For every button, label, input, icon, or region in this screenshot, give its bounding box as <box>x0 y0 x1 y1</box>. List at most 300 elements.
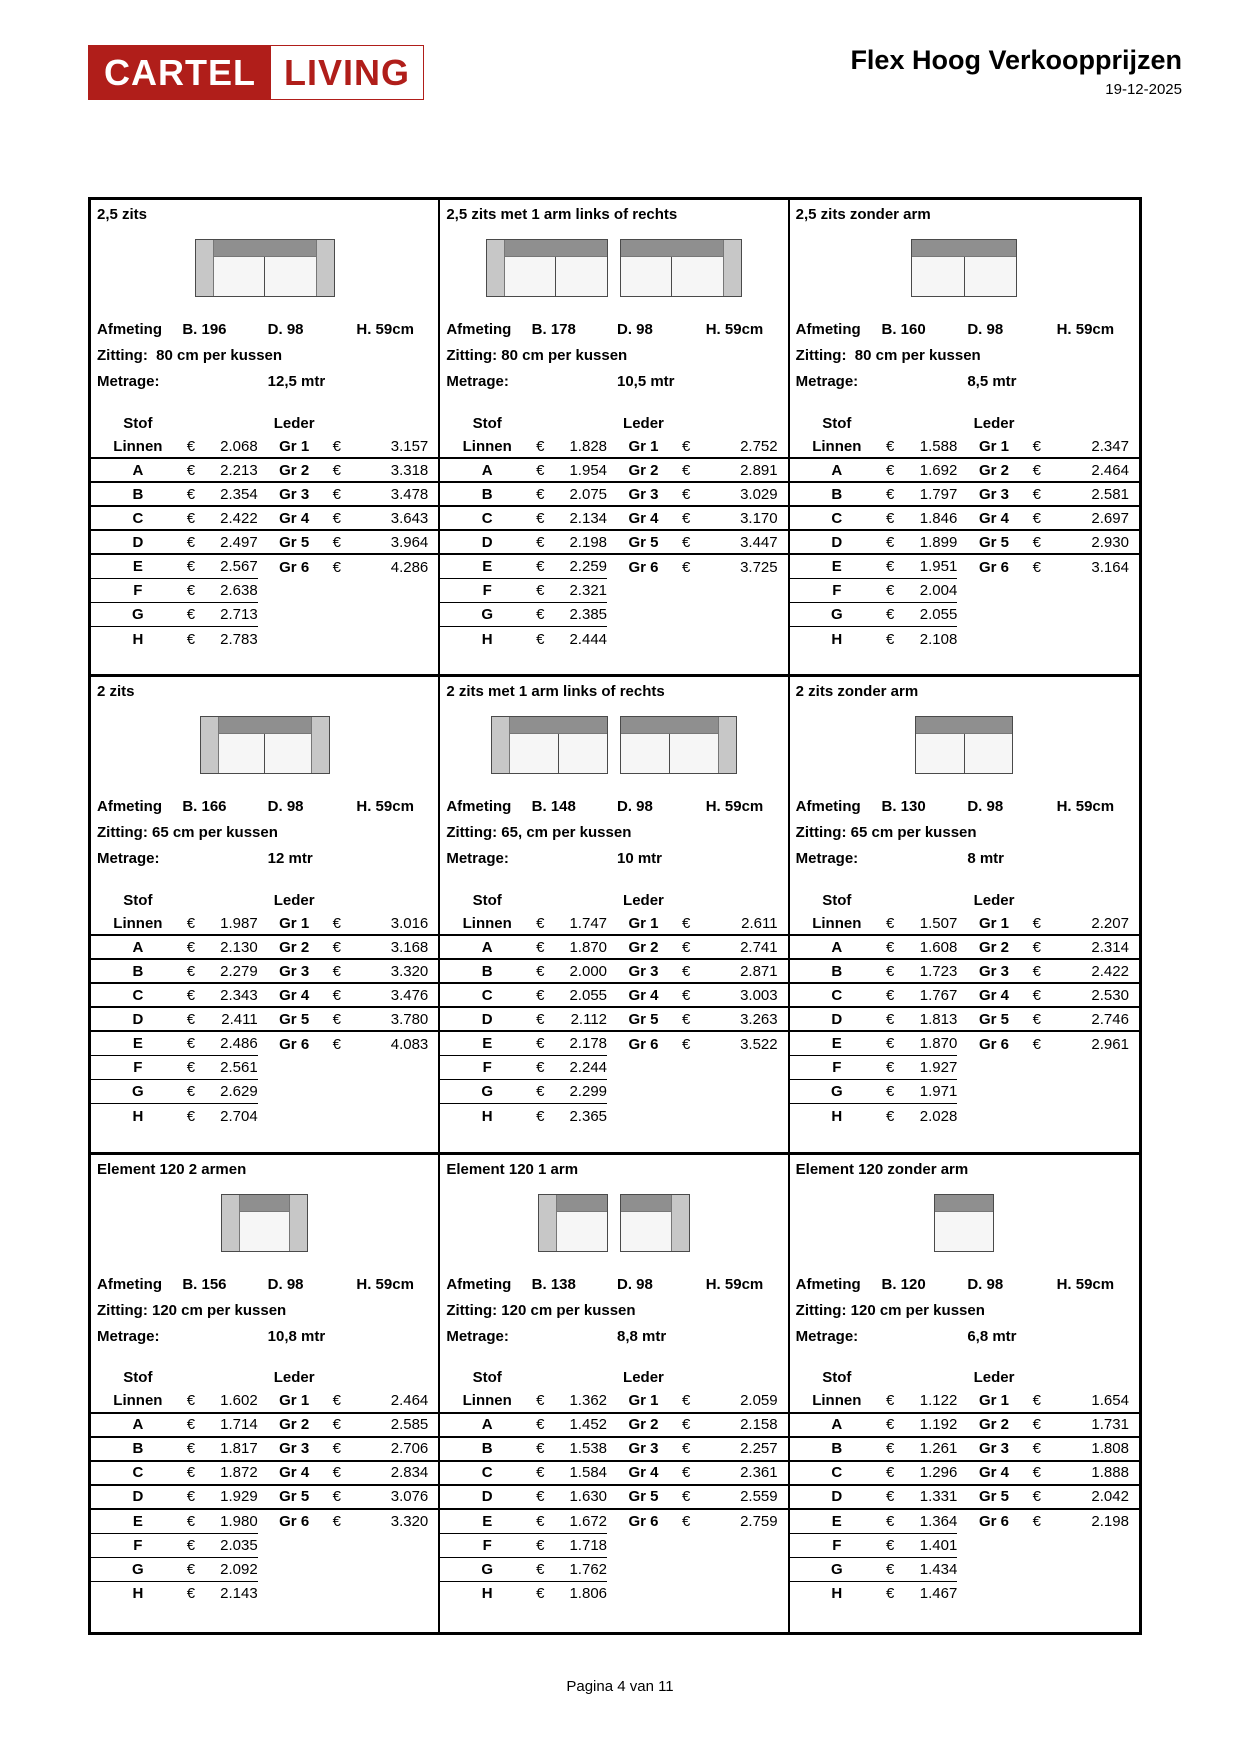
seat-size-line: Zitting: 65 cm per kussen <box>795 824 977 842</box>
euro-sign: € <box>331 984 362 1008</box>
dimensions-row <box>97 794 438 820</box>
leder-row-label: Gr 6 <box>628 558 659 576</box>
stof-price: 2.134 <box>562 507 607 531</box>
empty-cell <box>957 1558 1030 1582</box>
cartel-living-logo <box>88 45 424 100</box>
stof-row-label: E <box>440 1032 534 1056</box>
empty-cell <box>680 1558 711 1582</box>
stof-row-label: H <box>132 630 144 648</box>
metrage-value: 10,8 mtr <box>267 1327 326 1345</box>
euro-sign: € <box>885 630 895 648</box>
empty-cell <box>1031 603 1062 627</box>
euro-sign: € <box>185 912 213 936</box>
euro-sign: € <box>884 1414 912 1438</box>
depth-value: D. 98 <box>967 321 1004 338</box>
empty-cell <box>331 1582 362 1606</box>
euro-sign: € <box>185 459 213 483</box>
empty-cell <box>680 1056 711 1080</box>
euro-sign: € <box>884 1462 912 1486</box>
leder-price: 2.706 <box>362 1438 438 1462</box>
empty-cell <box>711 1080 787 1104</box>
sofa-backrest <box>214 240 316 257</box>
dimensions-row <box>446 1272 787 1298</box>
sofa-seats <box>240 1212 289 1251</box>
empty-cell <box>957 1056 1030 1080</box>
stof-price: 1.870 <box>912 1032 957 1056</box>
price-table-header <box>790 411 1139 435</box>
sofa-body <box>219 717 311 773</box>
stof-price: 2.075 <box>562 483 607 507</box>
leder-row-label: Gr 3 <box>258 1438 331 1462</box>
euro-sign: € <box>185 1534 213 1558</box>
stof-row-label: Linnen <box>91 1390 185 1414</box>
euro-sign: € <box>884 1510 912 1534</box>
leder-row-label: Gr 5 <box>607 1486 680 1510</box>
empty-cell <box>711 1056 787 1080</box>
leder-price: 2.585 <box>362 1414 438 1438</box>
euro-sign: € <box>680 960 711 984</box>
afmeting-label: Afmeting <box>446 1275 512 1293</box>
empty-cell <box>711 1534 787 1558</box>
stof-row-label: C <box>91 1462 185 1486</box>
leder-row-label: Gr 5 <box>607 531 680 555</box>
price-table <box>91 1390 438 1606</box>
panel-info <box>790 1272 1139 1350</box>
stof-row-label: D <box>440 531 534 555</box>
height-value: H. 59cm <box>1056 321 1115 338</box>
stof-row-label: F <box>790 1534 884 1558</box>
euro-sign: € <box>534 1534 562 1558</box>
euro-sign: € <box>331 912 362 936</box>
leder-price: 2.930 <box>1062 531 1139 555</box>
panel-info <box>91 1272 438 1350</box>
dimensions-row <box>97 1272 438 1298</box>
stof-price: 2.411 <box>213 1008 258 1032</box>
stof-row-label: G <box>91 1558 185 1582</box>
euro-sign: € <box>681 558 691 576</box>
euro-sign: € <box>332 1513 341 1531</box>
sofa-body <box>935 1195 993 1251</box>
sofa-arm <box>492 717 510 773</box>
leder-price: 2.361 <box>711 1462 787 1486</box>
leder-price: 4.286 <box>390 558 429 576</box>
stof-price: 1.927 <box>912 1056 957 1080</box>
sofa-body <box>557 1195 607 1251</box>
depth-value: D. 98 <box>267 1275 304 1293</box>
stof-price: 1.813 <box>912 1008 957 1032</box>
panel-title: Element 120 zonder arm <box>795 1160 969 1178</box>
euro-sign: € <box>680 912 711 936</box>
empty-cell <box>1031 1104 1062 1128</box>
sofa-diagram <box>790 716 1139 774</box>
sofa-seat-cushion <box>621 734 669 773</box>
euro-sign: € <box>885 1585 895 1603</box>
height-value: H. 59cm <box>356 321 414 338</box>
height-value: H. 59cm <box>705 798 764 816</box>
leder-column-header: Leder <box>273 414 315 432</box>
euro-sign: € <box>534 1080 562 1104</box>
leder-row-label: Gr 4 <box>258 984 331 1008</box>
leder-price: 3.318 <box>362 459 438 483</box>
empty-cell <box>711 1104 787 1128</box>
width-value: B. 160 <box>881 321 926 338</box>
sofa-shape <box>195 239 335 297</box>
euro-sign: € <box>185 936 213 960</box>
euro-sign: € <box>185 579 213 603</box>
euro-sign: € <box>680 936 711 960</box>
euro-sign: € <box>1031 912 1062 936</box>
euro-sign: € <box>884 531 912 555</box>
euro-sign: € <box>680 459 711 483</box>
stof-row-label: C <box>440 1462 534 1486</box>
stof-row-label: F <box>790 1056 884 1080</box>
leder-price: 3.029 <box>711 483 787 507</box>
empty-cell <box>607 1534 680 1558</box>
euro-sign: € <box>1032 1513 1042 1531</box>
empty-cell <box>1062 627 1139 651</box>
leder-row-label: Gr 1 <box>957 1390 1030 1414</box>
leder-price: 3.478 <box>362 483 438 507</box>
stof-price: 1.401 <box>912 1534 957 1558</box>
euro-sign: € <box>680 1462 711 1486</box>
stof-price: 1.806 <box>569 1585 608 1603</box>
euro-sign: € <box>885 1107 895 1125</box>
stof-row-label: G <box>440 603 534 627</box>
sofa-shape <box>915 716 1013 774</box>
metrage-label: Metrage: <box>97 850 160 868</box>
stof-column-header: Stof <box>822 1369 852 1387</box>
euro-sign: € <box>186 1107 196 1125</box>
stof-row-label: D <box>91 1008 185 1032</box>
euro-sign: € <box>185 1008 213 1032</box>
sofa-seat-cushion <box>935 1212 993 1251</box>
empty-cell <box>362 1558 438 1582</box>
sofa-backrest <box>240 1195 289 1212</box>
page-header <box>88 45 1182 100</box>
stof-price: 1.872 <box>213 1462 258 1486</box>
depth-value: D. 98 <box>267 321 304 338</box>
euro-sign: € <box>884 1032 912 1056</box>
product-panel <box>440 677 789 1154</box>
euro-sign: € <box>884 1534 912 1558</box>
leder-row-label: Gr 5 <box>957 1008 1030 1032</box>
metrage-row <box>97 846 438 872</box>
stof-row-label: Linnen <box>440 435 534 459</box>
width-value: B. 148 <box>531 798 576 816</box>
sofa-seat-cushion <box>510 734 558 773</box>
euro-sign: € <box>1031 1414 1062 1438</box>
metrage-value: 8 mtr <box>967 850 1004 868</box>
stof-price: 1.364 <box>912 1510 957 1534</box>
empty-cell <box>1062 603 1139 627</box>
afmeting-label: Afmeting <box>446 798 512 816</box>
stof-row-label: F <box>440 1056 534 1080</box>
euro-sign: € <box>186 1585 196 1603</box>
sofa-seat-cushion <box>621 257 672 296</box>
leder-row-label: Gr 2 <box>957 936 1030 960</box>
leder-price: 2.059 <box>711 1390 787 1414</box>
euro-sign: € <box>884 1558 912 1582</box>
metrage-label: Metrage: <box>97 373 160 390</box>
empty-cell <box>957 1080 1030 1104</box>
euro-sign: € <box>1031 1390 1062 1414</box>
panel-info <box>790 794 1139 872</box>
sofa-body <box>621 240 723 296</box>
empty-cell <box>258 1534 331 1558</box>
stof-price: 2.561 <box>213 1056 258 1080</box>
empty-cell <box>711 1558 787 1582</box>
seat-size-line: Zitting: 65, cm per kussen <box>446 824 632 842</box>
panel-info <box>440 1272 787 1350</box>
sofa-seat-cushion <box>505 257 556 296</box>
euro-sign: € <box>1031 531 1062 555</box>
sofa-seat-cushion <box>916 734 964 773</box>
leder-price: 3.168 <box>362 936 438 960</box>
stof-price: 1.747 <box>562 912 607 936</box>
depth-value: D. 98 <box>967 1275 1004 1293</box>
sofa-seat-cushion <box>219 734 265 773</box>
product-panel <box>790 677 1139 1154</box>
sofa-seats <box>557 1212 607 1251</box>
euro-sign: € <box>332 558 341 576</box>
leder-column-header: Leder <box>973 414 1015 432</box>
euro-sign: € <box>680 507 711 531</box>
euro-sign: € <box>331 435 362 459</box>
leder-row-label: Gr 3 <box>957 1438 1030 1462</box>
sofa-seat-cushion <box>964 257 1017 296</box>
empty-cell <box>680 1104 711 1128</box>
leder-price: 1.808 <box>1062 1438 1139 1462</box>
empty-cell <box>362 603 438 627</box>
stof-price: 2.130 <box>213 936 258 960</box>
sofa-seat-cushion <box>557 1212 607 1251</box>
price-table <box>790 1390 1139 1606</box>
stof-price: 1.602 <box>213 1390 258 1414</box>
sofa-seats <box>916 734 1012 773</box>
sofa-seat-cushion <box>621 1212 671 1251</box>
price-table-header <box>790 888 1139 912</box>
stof-price: 1.434 <box>912 1558 957 1582</box>
leder-row-label: Gr 4 <box>607 984 680 1008</box>
stof-price: 1.507 <box>912 912 957 936</box>
euro-sign: € <box>884 603 912 627</box>
leder-row-label: Gr 3 <box>607 483 680 507</box>
stof-price: 1.951 <box>912 555 957 579</box>
leder-price: 2.834 <box>362 1462 438 1486</box>
leder-row-label: Gr 6 <box>279 1513 310 1531</box>
euro-sign: € <box>536 630 545 648</box>
stof-price: 2.629 <box>213 1080 258 1104</box>
sofa-seat-cushion <box>669 734 718 773</box>
depth-value: D. 98 <box>616 321 653 338</box>
euro-sign: € <box>331 459 362 483</box>
euro-sign: € <box>680 984 711 1008</box>
metrage-row <box>796 1324 1139 1350</box>
sofa-body <box>621 717 718 773</box>
euro-sign: € <box>534 555 562 579</box>
sofa-backrest <box>557 1195 607 1212</box>
sofa-seat-cushion <box>671 257 723 296</box>
euro-sign: € <box>185 1558 213 1582</box>
sofa-shape <box>486 239 608 297</box>
stof-price: 1.331 <box>912 1486 957 1510</box>
width-value: B. 196 <box>182 321 227 338</box>
sofa-seat-cushion <box>555 257 607 296</box>
stof-row-label: E <box>790 555 884 579</box>
stof-row-label: B <box>790 1438 884 1462</box>
stof-row-label: E <box>91 1510 185 1534</box>
price-table <box>440 435 787 651</box>
euro-sign: € <box>534 1438 562 1462</box>
stof-row-label: G <box>91 603 185 627</box>
leder-row-label: Gr 4 <box>258 1462 331 1486</box>
seat-size-line: Zitting: 80 cm per kussen <box>446 347 628 364</box>
metrage-row <box>446 369 787 395</box>
stof-column-header: Stof <box>123 1369 153 1387</box>
price-table <box>91 435 438 651</box>
stof-row-label: C <box>790 507 884 531</box>
metrage-label: Metrage: <box>446 1327 509 1345</box>
euro-sign: € <box>185 1056 213 1080</box>
empty-cell <box>680 1582 711 1606</box>
metrage-label: Metrage: <box>795 1327 859 1345</box>
euro-sign: € <box>534 435 562 459</box>
sofa-backrest <box>621 240 723 257</box>
sofa-shape <box>538 1194 608 1252</box>
euro-sign: € <box>534 531 562 555</box>
leder-row-label: Gr 5 <box>258 1008 331 1032</box>
sofa-seat-cushion <box>912 257 964 296</box>
stof-price: 1.980 <box>213 1510 258 1534</box>
panel-title: 2 zits zonder arm <box>795 683 919 701</box>
stof-price: 1.723 <box>912 960 957 984</box>
sofa-arm <box>718 717 736 773</box>
empty-cell <box>362 1104 438 1128</box>
sofa-shape <box>911 239 1017 297</box>
seat-size-line: Zitting: 120 cm per kussen <box>795 1301 985 1319</box>
empty-cell <box>331 1104 362 1128</box>
leder-row-label: Gr 1 <box>957 435 1030 459</box>
metrage-row <box>796 369 1139 395</box>
product-panel <box>790 200 1139 677</box>
sofa-backrest <box>219 717 311 734</box>
leder-row-label: Gr 4 <box>607 507 680 531</box>
sofa-arm <box>539 1195 557 1251</box>
product-panel <box>440 200 789 677</box>
leder-row-label: Gr 2 <box>258 459 331 483</box>
stof-row-label: H <box>132 1585 144 1603</box>
euro-sign: € <box>680 435 711 459</box>
sofa-shape <box>221 1194 308 1252</box>
euro-sign: € <box>185 1414 213 1438</box>
height-value: H. 59cm <box>356 1275 414 1293</box>
euro-sign: € <box>534 1462 562 1486</box>
sofa-seats <box>214 257 316 296</box>
stof-row-label: E <box>91 1032 185 1056</box>
empty-cell <box>711 603 787 627</box>
stof-row-label: F <box>440 579 534 603</box>
stof-row-label: B <box>91 1438 185 1462</box>
seat-size-line: Zitting: 65 cm per kussen <box>97 824 278 842</box>
euro-sign: € <box>1031 1486 1062 1510</box>
afmeting-label: Afmeting <box>446 321 512 338</box>
euro-sign: € <box>680 531 711 555</box>
sofa-body <box>510 717 607 773</box>
stof-column-header: Stof <box>472 1369 502 1387</box>
logo-text-cartel: CARTEL <box>89 46 271 99</box>
sofa-backrest <box>912 240 1016 257</box>
sofa-body <box>214 240 316 296</box>
stof-row-label: E <box>790 1032 884 1056</box>
leder-price: 4.083 <box>390 1035 429 1053</box>
stof-row-label: Linnen <box>790 912 884 936</box>
stof-row-label: Linnen <box>440 1390 534 1414</box>
price-table-header <box>790 1366 1139 1390</box>
stof-price: 2.112 <box>562 1008 607 1032</box>
euro-sign: € <box>534 507 562 531</box>
leder-row-label: Gr 5 <box>258 1486 331 1510</box>
dimensions-row <box>446 794 787 820</box>
height-value: H. 59cm <box>705 1275 764 1293</box>
euro-sign: € <box>534 1032 562 1056</box>
stof-price: 1.817 <box>213 1438 258 1462</box>
leder-price: 2.257 <box>711 1438 787 1462</box>
stof-price: 2.035 <box>213 1534 258 1558</box>
euro-sign: € <box>680 1390 711 1414</box>
euro-sign: € <box>534 483 562 507</box>
leder-price: 2.746 <box>1062 1008 1139 1032</box>
stof-row-label: A <box>440 936 534 960</box>
sofa-diagram <box>790 239 1139 297</box>
empty-cell <box>1062 1558 1139 1582</box>
euro-sign: € <box>185 1080 213 1104</box>
empty-cell <box>362 1534 438 1558</box>
euro-sign: € <box>185 555 213 579</box>
afmeting-label: Afmeting <box>97 798 162 816</box>
sofa-backrest <box>916 717 1012 734</box>
empty-cell <box>607 1558 680 1582</box>
metrage-row <box>446 1324 787 1350</box>
empty-cell <box>1062 1056 1139 1080</box>
stof-price: 1.987 <box>213 912 258 936</box>
euro-sign: € <box>185 1032 213 1056</box>
euro-sign: € <box>884 579 912 603</box>
euro-sign: € <box>185 531 213 555</box>
logo-text-living: LIVING <box>271 46 423 99</box>
leder-row-label: Gr 4 <box>957 984 1030 1008</box>
leder-row-label: Gr 6 <box>978 1513 1009 1531</box>
empty-cell <box>331 627 362 651</box>
empty-cell <box>1062 1080 1139 1104</box>
sofa-diagram <box>91 239 438 297</box>
stof-row-label: G <box>790 1558 884 1582</box>
stof-row-label: D <box>790 1486 884 1510</box>
euro-sign: € <box>331 507 362 531</box>
metrage-value: 12 mtr <box>267 850 313 868</box>
sofa-shape <box>620 716 737 774</box>
width-value: B. 156 <box>182 1275 227 1293</box>
height-value: H. 59cm <box>356 798 414 816</box>
stof-row-label: A <box>790 459 884 483</box>
stof-price: 2.567 <box>213 555 258 579</box>
panel-title: Element 120 1 arm <box>446 1160 579 1178</box>
leder-row-label: Gr 1 <box>957 912 1030 936</box>
leder-row-label: Gr 5 <box>258 531 331 555</box>
header-title-block <box>850 45 1182 98</box>
stof-row-label: H <box>481 630 493 648</box>
empty-cell <box>607 1582 680 1606</box>
euro-sign: € <box>534 1486 562 1510</box>
